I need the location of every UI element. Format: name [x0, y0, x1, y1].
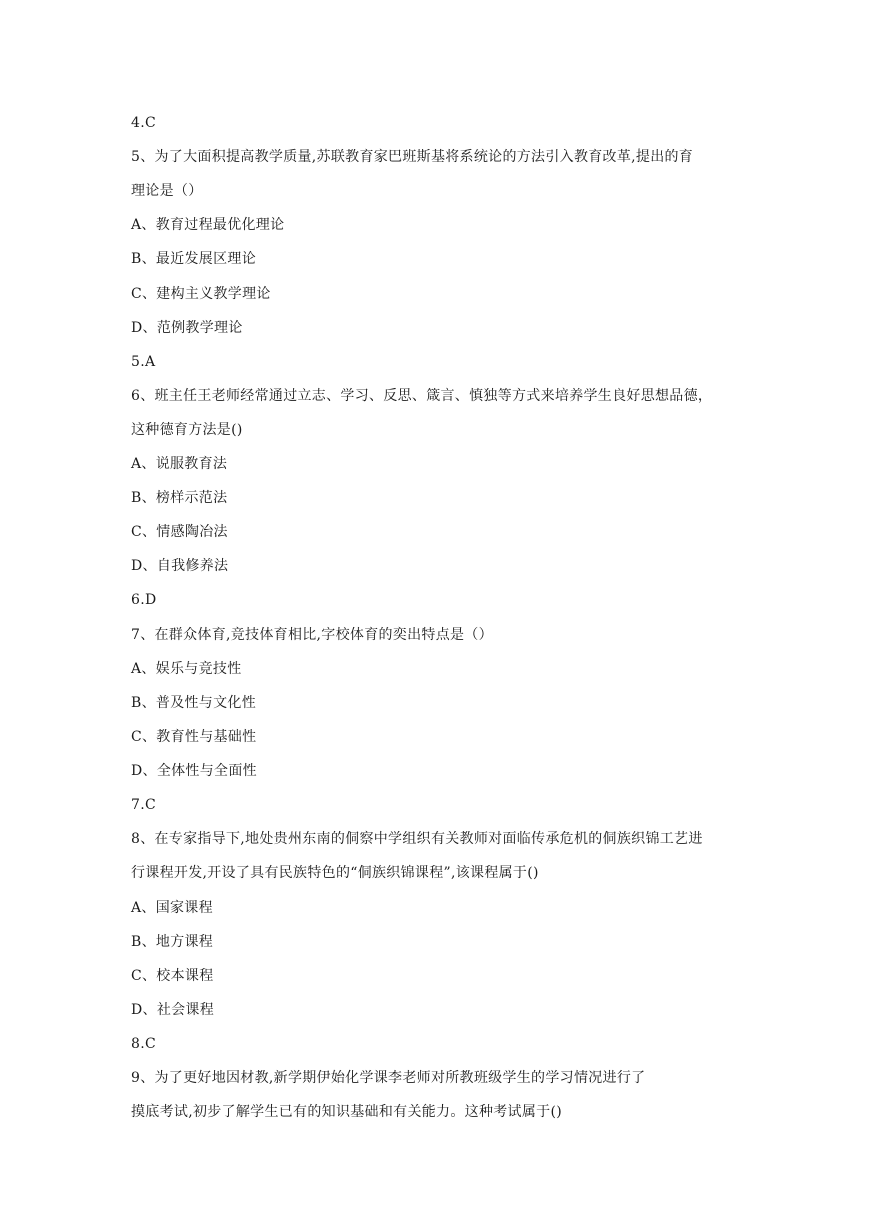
q5-option-a: A、教育过程最优化理论 — [131, 217, 285, 233]
q6-option-d: D、自我修养法 — [131, 558, 229, 574]
q5-option-c: C、建构主义教学理论 — [131, 286, 271, 302]
question-5-text-cont: 理论是（） — [131, 183, 203, 199]
q8-option-a: A、国家课程 — [131, 900, 213, 916]
q5-option-d: D、范例教学理论 — [131, 320, 243, 336]
q8-option-b: B、地方课程 — [131, 934, 214, 950]
answer-q4: 4.C — [131, 115, 156, 131]
q8-option-d: D、社会课程 — [131, 1002, 215, 1018]
q7-option-a: A、娱乐与竞技性 — [131, 661, 242, 677]
q6-option-a: A、说服教育法 — [131, 456, 228, 472]
question-9-text: 9、为了更好地因材教,新学期伊始化学课李老师对所教班级学生的学习情况进行了 — [131, 1070, 646, 1086]
answer-q8: 8.C — [131, 1036, 156, 1052]
question-6-text: 6、班主任王老师经常通过立志、学习、反思、箴言、慎独等方式来培养学生良好思想品德， — [131, 388, 713, 404]
q6-option-c: C、情感陶冶法 — [131, 524, 228, 540]
question-8-text: 8、在专家指导下,地处贵州东南的侗察中学组织有关教师对面临传承危机的侗族织锦工艺进 — [131, 831, 703, 847]
answer-q5: 5.A — [131, 354, 156, 370]
question-8-text-cont: 行课程开发,开设了具有民族特色的“侗族织锦课程”,该课程属于() — [131, 865, 539, 881]
question-7-text: 7、在群众体育,竞技体育相比,字校体育的奕出特点是（） — [131, 627, 493, 643]
question-6-text-cont: 这种德育方法是() — [131, 422, 243, 438]
q7-option-d: D、全体性与全面性 — [131, 763, 257, 779]
answer-q7: 7.C — [131, 797, 156, 813]
q6-option-b: B、榜样示范法 — [131, 490, 228, 506]
q5-option-b: B、最近发展区理论 — [131, 251, 256, 267]
q7-option-b: B、普及性与文化性 — [131, 695, 256, 711]
answer-q6: 6.D — [131, 592, 157, 608]
q8-option-c: C、校本课程 — [131, 968, 214, 984]
question-5-text: 5、为了大面积提高教学质量,苏联教育家巴班斯基将系统论的方法引入教育改革,提出的育 — [131, 149, 694, 165]
question-9-text-cont: 摸底考试,初步了解学生已有的知识基础和有关能力。这种考试属于() — [131, 1104, 562, 1120]
q7-option-c: C、教育性与基础性 — [131, 729, 257, 745]
